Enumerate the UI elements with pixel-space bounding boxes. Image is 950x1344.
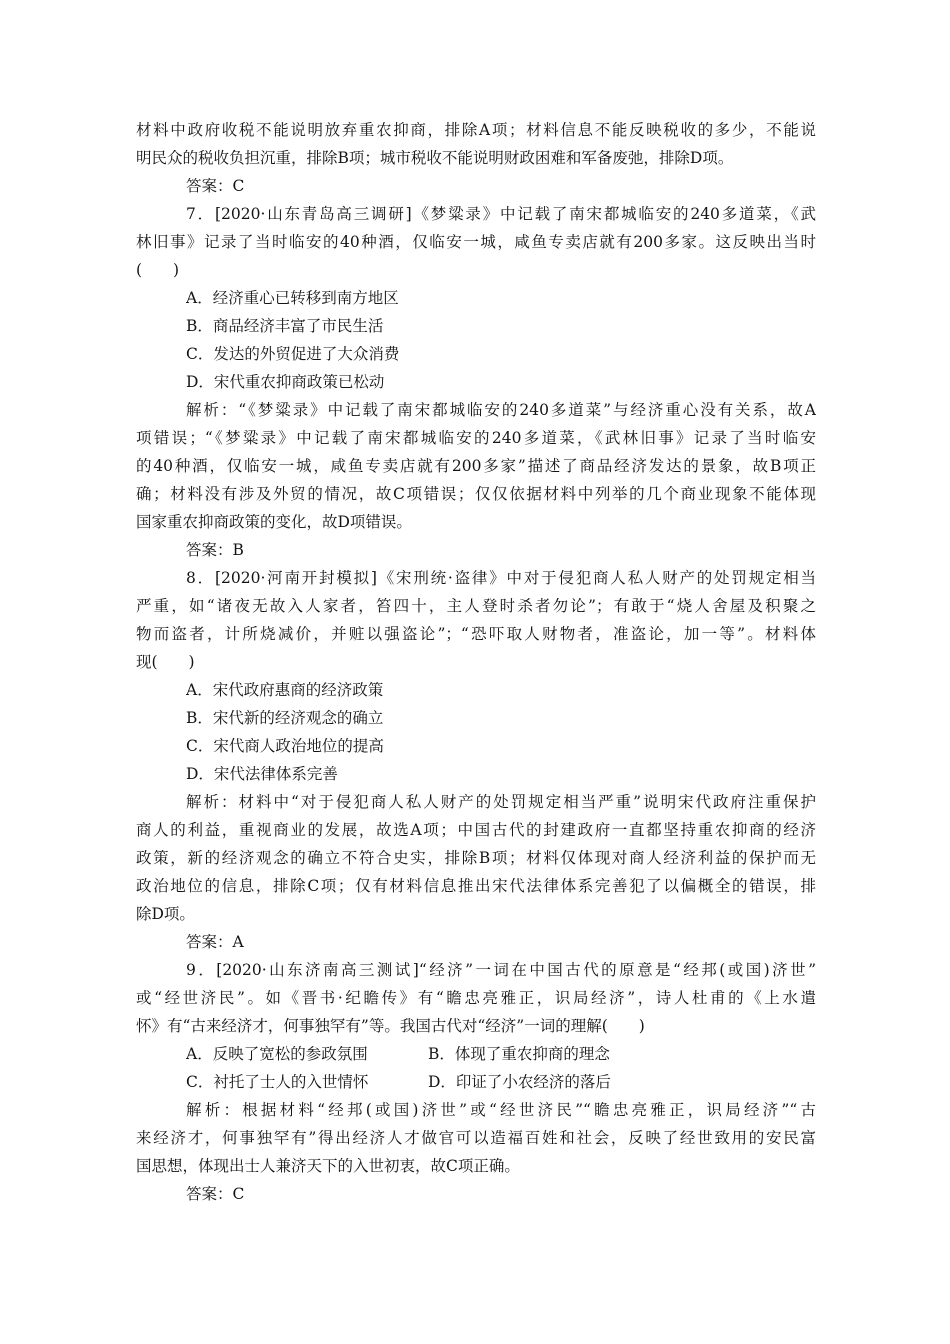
question-7-analysis: 项错误；“《梦粱录》中记载了南宋都城临安的240多道菜，《武林旧事》记录了当时临安: [136, 429, 816, 447]
text-line: 明民众的税收负担沉重，排除B项；城市税收不能说明财政困难和军备废弛，排除D项。: [136, 149, 734, 167]
question-9-option-b: B．体现了重农抑商的理念: [428, 1045, 610, 1063]
question-9-stem: 怀》有“古来经济才，何事独罕有”等。我国古代对“经济”一词的理解( ): [136, 1017, 645, 1035]
question-9-stem: 9．[2020·山东济南高三测试]“经济”一词在中国古代的原意是“经邦(或国)济世”: [186, 961, 816, 979]
question-7-stem: 林旧事》记录了当时临安的40种酒，仅临安一城，咸鱼专卖店就有200多家。这反映出当时: [136, 233, 816, 251]
question-7-stem: 7．[2020·山东青岛高三调研]《梦粱录》中记载了南宋都城临安的240多道菜，《武: [186, 205, 816, 223]
question-9-analysis: 国思想，体现出士人兼济天下的入世初衷，故C项正确。: [136, 1157, 520, 1175]
question-7-option-b: B．商品经济丰富了市民生活: [186, 317, 384, 335]
question-8-analysis: 商人的利益，重视商业的发展，故选A项；中国古代的封建政府一直都坚持重农抑商的经济: [136, 821, 816, 839]
question-8-answer: 答案：A: [186, 933, 244, 951]
question-8-option-a: A．宋代政府惠商的经济政策: [186, 681, 384, 699]
question-8-stem: 物而盗者，计所烧减价，并赃以强盗论”；“恐吓取人财物者，准盗论，加一等”。材料体: [136, 625, 816, 643]
question-7-answer: 答案：B: [186, 541, 244, 559]
question-8-analysis: 除D项。: [136, 905, 195, 923]
question-9-answer: 答案：C: [186, 1185, 245, 1203]
question-8-stem: 8．[2020·河南开封模拟]《宋刑统·盗律》中对于侵犯商人私人财产的处罚规定相当: [186, 569, 816, 587]
question-7-analysis: 的40种酒，仅临安一城，咸鱼专卖店就有200多家”描述了商品经济发达的景象，故B项正: [136, 457, 816, 475]
question-9-analysis: 来经济才，何事独罕有”得出经济人才做官可以造福百姓和社会，反映了经世致用的安民富: [136, 1129, 816, 1147]
question-9-option-a: A．反映了宽松的参政氛围: [186, 1045, 368, 1063]
question-9-option-c: C．衬托了士人的入世情怀: [186, 1073, 369, 1091]
question-8-analysis: 解析：材料中“对于侵犯商人私人财产的处罚规定相当严重”说明宋代政府注重保护: [186, 793, 816, 811]
question-8-blank: 现( ): [136, 653, 195, 671]
question-7-option-d: D．宋代重农抑商政策已松动: [186, 373, 385, 391]
question-7-analysis: 解析：“《梦粱录》中记载了南宋都城临安的240多道菜”与经济重心没有关系，故A: [186, 401, 816, 419]
question-8-stem: 严重，如“诸夜无故入人家者，笞四十，主人登时杀者勿论”；有敢于“烧人舍屋及积聚之: [136, 597, 816, 615]
question-7-blank: ( ): [136, 261, 180, 279]
answer-line: 答案：C: [186, 177, 245, 195]
question-8-option-b: B．宋代新的经济观念的确立: [186, 709, 384, 727]
question-7-option-c: C．发达的外贸促进了大众消费: [186, 345, 400, 363]
question-7-analysis: 确；材料没有涉及外贸的情况，故C项错误；仅仅依据材料中列举的几个商业现象不能体现: [136, 485, 816, 503]
question-8-option-d: D．宋代法律体系完善: [186, 765, 338, 783]
question-8-analysis: 政治地位的信息，排除C项；仅有材料信息推出宋代法律体系完善犯了以偏概全的错误，排: [136, 877, 816, 895]
question-8-option-c: C．宋代商人政治地位的提高: [186, 737, 384, 755]
question-7-analysis: 国家重农抑商政策的变化，故D项错误。: [136, 513, 412, 531]
text-line: 材料中政府收税不能说明放弃重农抑商，排除A项；材料信息不能反映税收的多少，不能说: [136, 121, 816, 139]
question-9-stem: 或“经世济民”。如《晋书·纪瞻传》有“瞻忠亮雅正，识局经济”，诗人杜甫的《上水遣: [136, 989, 816, 1007]
question-7-option-a: A．经济重心已转移到南方地区: [186, 289, 399, 307]
question-9-option-d: D．印证了小农经济的落后: [428, 1073, 611, 1091]
question-8-analysis: 政策，新的经济观念的确立不符合史实，排除B项；材料仅体现对商人经济利益的保护而无: [136, 849, 816, 867]
question-9-analysis: 解析：根据材料“经邦(或国)济世”或“经世济民”“瞻忠亮雅正，识局经济”“古: [186, 1101, 816, 1119]
